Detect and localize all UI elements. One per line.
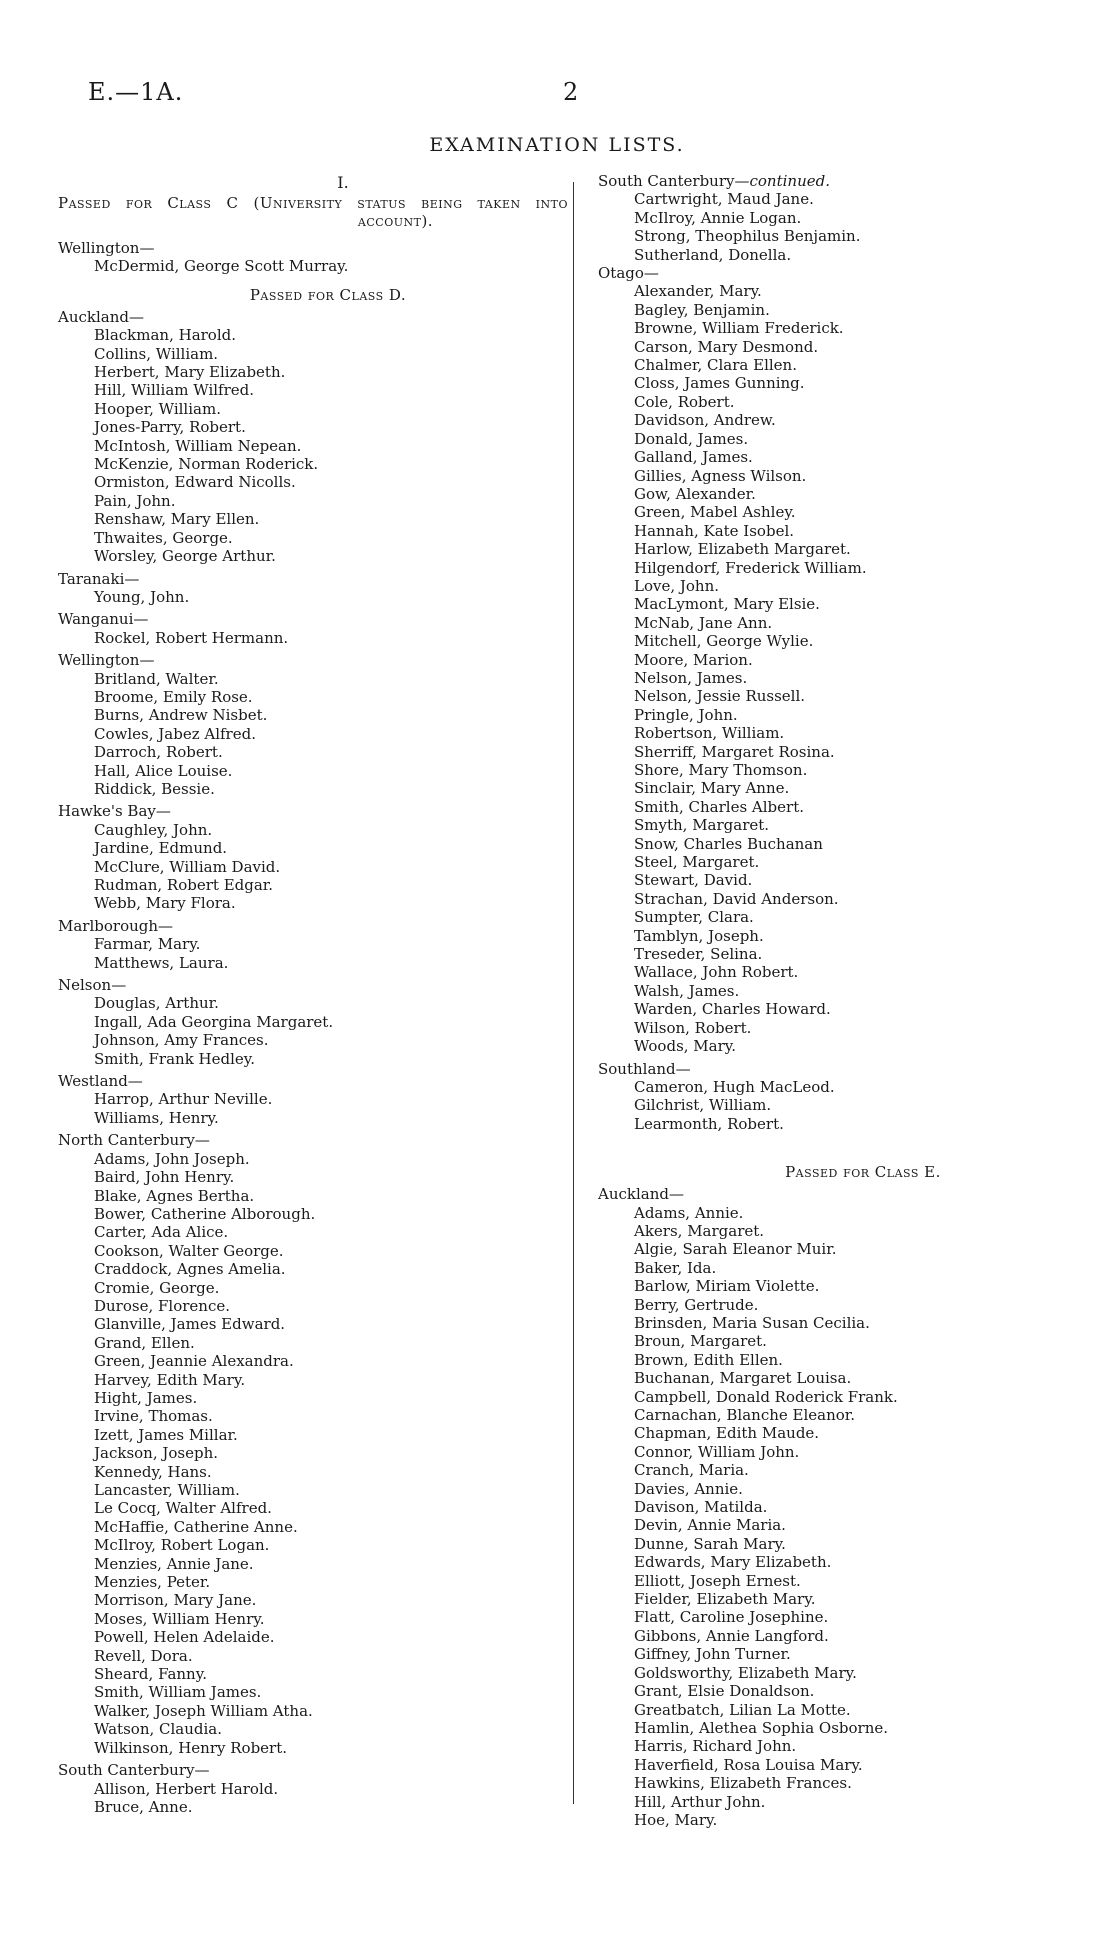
list-item: Learmonth, Robert. [634, 1114, 784, 1133]
list-item: Collins, William. [94, 344, 219, 363]
spacer [598, 1133, 1098, 1153]
list-item: Gibbons, Annie Langford. [634, 1626, 829, 1645]
region-heading: Westland— [58, 1072, 143, 1091]
list-item: Green, Mabel Ashley. [634, 503, 796, 522]
list-item: Harris, Richard John. [634, 1737, 797, 1756]
list-item: Izett, James Millar. [94, 1425, 238, 1444]
list-item: McKenzie, Norman Roderick. [94, 455, 319, 474]
list-item: Cameron, Hugh MacLeod. [634, 1077, 835, 1096]
list-item: Lancaster, William. [94, 1481, 240, 1499]
list-item: McNab, Jane Ann. [634, 613, 773, 632]
list-item: Cowles, Jabez Alfred. [94, 724, 256, 743]
list-item: Hill, William Wilfred. [94, 381, 255, 400]
list-item: Haverfield, Rosa Louisa Mary. [634, 1755, 863, 1774]
list-item: MacLymont, Mary Elsie. [634, 595, 820, 614]
list-item: Chalmer, Clara Ellen. [634, 356, 797, 375]
list-item: Darroch, Robert. [94, 743, 223, 762]
list-item: Campbell, Donald Roderick Frank. [634, 1387, 898, 1406]
list-item: Carnachan, Blanche Eleanor. [634, 1406, 856, 1424]
continued-list [598, 190, 1098, 264]
list-item: Davidson, Andrew. [634, 411, 776, 430]
class-e-list [598, 1185, 1098, 1829]
list-item: Green, Jeannie Alexandra. [94, 1352, 294, 1371]
list-item: Webb, Mary Flora. [94, 894, 236, 913]
list-item: Morrison, Mary Jane. [94, 1591, 257, 1610]
list-item: Browne, William Frederick. [634, 319, 844, 338]
list-item: Cartwright, Maud Jane. [634, 190, 814, 209]
list-item: Buchanan, Margaret Louisa. [634, 1369, 852, 1388]
list-item: Dunne, Sarah Mary. [634, 1534, 786, 1553]
list-item: Strong, Theophilus Benjamin. [634, 227, 861, 246]
list-item: Treseder, Selina. [634, 945, 763, 964]
list-item: Closs, James Gunning. [634, 374, 805, 393]
region-heading: Marlborough— [58, 916, 174, 935]
list-item: Connor, William John. [634, 1442, 800, 1461]
list-item: Steel, Margaret. [634, 853, 760, 872]
continued-region-heading [598, 172, 1098, 190]
list-item: Wallace, John Robert. [634, 963, 799, 982]
list-item: Harlow, Elizabeth Margaret. [634, 540, 851, 559]
list-item: Flatt, Caroline Josephine. [634, 1608, 829, 1627]
region-heading: South Canterbury— [58, 1761, 210, 1780]
list-item: Hall, Alice Louise. [94, 761, 233, 780]
list-item: Worsley, George Arthur. [94, 547, 276, 566]
list-item: Menzies, Peter. [94, 1573, 211, 1592]
list-item: Hill, Arthur John. [634, 1792, 766, 1811]
left-column [58, 172, 568, 1816]
page-number: 2 [563, 78, 579, 106]
list-item: Adams, John Joseph. [94, 1149, 250, 1168]
list-item: Smith, Charles Albert. [634, 797, 804, 816]
region-heading: Wellington— [58, 651, 155, 670]
list-item: Robertson, William. [634, 724, 785, 743]
list-item: Ingall, Ada Georgina Margaret. [94, 1012, 334, 1031]
list-item: Harvey, Edith Mary. [94, 1370, 246, 1389]
region-heading: Hawke's Bay— [58, 802, 171, 821]
list-item: Menzies, Annie Jane. [94, 1554, 254, 1573]
list-item: Hawkins, Elizabeth Frances. [634, 1774, 852, 1793]
list-item: Pain, John. [94, 491, 176, 510]
list-item: Revell, Dora. [94, 1646, 193, 1665]
list-item: Hooper, William. [94, 399, 221, 418]
list-item: McIlroy, Annie Logan. [634, 208, 802, 227]
list-item: Walsh, James. [634, 981, 740, 1000]
list-item: Fielder, Elizabeth Mary. [634, 1590, 816, 1609]
list-item: McIlroy, Robert Logan. [94, 1536, 270, 1555]
list-item: Hoe, Mary. [634, 1810, 718, 1829]
list-item: Rudman, Robert Edgar. [94, 876, 274, 894]
region-heading: Auckland— [598, 1185, 684, 1204]
list-item: McHaffie, Catherine Anne. [94, 1517, 298, 1536]
list-item: Chapman, Edith Maude. [634, 1424, 820, 1443]
list-item: Bagley, Benjamin. [634, 300, 770, 319]
list-item: Moore, Marion. [634, 650, 753, 669]
list-item: Gilchrist, William. [634, 1096, 772, 1115]
list-item: Irvine, Thomas. [94, 1407, 213, 1426]
list-item: Durose, Florence. [94, 1296, 230, 1315]
list-item: Blake, Agnes Bertha. [94, 1186, 255, 1205]
list-item: Sutherland, Donella. [634, 245, 792, 264]
list-item: Jardine, Edmund. [94, 839, 228, 858]
list-item: Barlow, Miriam Violette. [634, 1277, 820, 1296]
list-item: Broun, Margaret. [634, 1332, 767, 1351]
list-item: Algie, Sarah Eleanor Muir. [634, 1240, 837, 1259]
list-item: Berry, Gertrude. [634, 1295, 759, 1314]
list-item: Renshaw, Mary Ellen. [94, 510, 260, 529]
region-heading: North Canterbury— [58, 1131, 210, 1150]
list-item: Edwards, Mary Elizabeth. [634, 1553, 832, 1572]
list-item: Baker, Ida. [634, 1258, 717, 1277]
right-column [598, 172, 1098, 1829]
list-item: Le Cocq, Walter Alfred. [94, 1499, 272, 1518]
list-item: Williams, Henry. [94, 1108, 219, 1127]
list-item: Hamlin, Alethea Sophia Osborne. [634, 1718, 889, 1737]
list-item: Love, John. [634, 576, 720, 595]
list-item: Galland, James. [634, 448, 753, 467]
continued-region-name: South Canterbury— [598, 172, 750, 190]
list-item: Burns, Andrew Nisbet. [94, 706, 268, 725]
section-numeral: I. [337, 173, 349, 192]
list-item: Douglas, Arthur. [94, 994, 219, 1013]
list-item: Sumpter, Clara. [634, 908, 754, 927]
list-item: Matthews, Laura. [94, 953, 229, 972]
list-item: Tamblyn, Joseph. [634, 926, 764, 945]
list-item: Cromie, George. [94, 1278, 220, 1297]
list-item: Mitchell, George Wylie. [634, 632, 814, 651]
list-item: Davies, Annie. [634, 1479, 743, 1498]
list-item: Watson, Claudia. [94, 1720, 222, 1739]
list-item: Broome, Emily Rose. [94, 687, 253, 706]
list-item: Woods, Mary. [634, 1037, 737, 1056]
class-d-heading: Passed for Class D. [249, 285, 407, 304]
list-item: Johnson, Amy Frances. [94, 1031, 269, 1050]
list-item: Carter, Ada Alice. [94, 1223, 229, 1242]
list-item: Caughley, John. [94, 820, 213, 839]
list-item: Nelson, James. [634, 668, 748, 687]
list-item: Giffney, John Turner. [634, 1645, 791, 1664]
list-item: Greatbatch, Lilian La Motte. [634, 1700, 851, 1719]
list-item: Harrop, Arthur Neville. [94, 1090, 273, 1109]
document-reference: E.—1A. [88, 78, 184, 106]
list-item: Smyth, Margaret. [634, 816, 770, 835]
list-item: Moses, William Henry. [94, 1609, 265, 1628]
list-item: Hilgendorf, Frederick William. [634, 558, 867, 577]
column-divider [573, 182, 574, 1804]
list-item: Sinclair, Mary Anne. [634, 779, 790, 798]
page-title: EXAMINATION LISTS. [429, 134, 685, 156]
list-item: Britland, Walter. [94, 669, 219, 688]
list-item: Bower, Catherine Alborough. [94, 1204, 316, 1223]
list-item: Herbert, Mary Elizabeth. [94, 363, 286, 382]
list-item: Powell, Helen Adelaide. [94, 1628, 275, 1647]
region-heading: Auckland— [58, 307, 144, 326]
list-item: Snow, Charles Buchanan [634, 834, 823, 853]
region-heading: Otago— [598, 264, 659, 283]
list-item: Stewart, David. [634, 871, 753, 890]
list-item: Cole, Robert. [634, 392, 735, 411]
list-item: Strachan, David Anderson. [634, 889, 839, 908]
list-item: Nelson, Jessie Russell. [634, 687, 806, 706]
list-item: Elliott, Joseph Ernest. [634, 1571, 801, 1590]
list-item: Grant, Elsie Donaldson. [634, 1682, 815, 1701]
list-item: Smith, Frank Hedley. [94, 1049, 256, 1068]
list-item: Sherriff, Margaret Rosina. [634, 742, 835, 761]
list-item: Cookson, Walter George. [94, 1241, 284, 1260]
list-item: Jackson, Joseph. [94, 1444, 219, 1463]
list-item: McDermid, George Scott Murray. [94, 257, 349, 276]
list-item: Sheard, Fanny. [94, 1665, 207, 1684]
class-c-heading: Passed for Class C (University status being taken into account). [58, 194, 568, 230]
class-e-heading: Passed for Class E. [785, 1163, 941, 1182]
list-item: Adams, Annie. [634, 1203, 744, 1222]
list-item: Hight, James. [94, 1388, 198, 1407]
list-item: Warden, Charles Howard. [634, 1000, 831, 1019]
list-item: Gillies, Agness Wilson. [634, 466, 807, 485]
list-item: Ormiston, Edward Nicolls. [94, 473, 296, 492]
list-item: Akers, Margaret. [634, 1221, 765, 1240]
list-item: Wilkinson, Henry Robert. [94, 1738, 288, 1757]
list-item: Walker, Joseph William Atha. [94, 1701, 313, 1720]
list-item: Glanville, James Edward. [94, 1315, 286, 1334]
continued-label: continued. [749, 172, 830, 190]
list-item: Brown, Edith Ellen. [634, 1350, 783, 1369]
list-item: Baird, John Henry. [94, 1168, 235, 1187]
list-item: Thwaites, George. [94, 528, 233, 547]
region-heading: Wanganui— [58, 610, 149, 629]
list-item: Wilson, Robert. [634, 1018, 752, 1037]
list-item: Goldsworthy, Elizabeth Mary. [634, 1663, 857, 1682]
list-item: McClure, William David. [94, 857, 281, 876]
list-item: Devin, Annie Maria. [634, 1516, 786, 1535]
list-item: Kennedy, Hans. [94, 1462, 212, 1481]
list-item: Hannah, Kate Isobel. [634, 521, 795, 540]
region-heading: Taranaki— [58, 569, 140, 588]
list-item: Craddock, Agnes Amelia. [94, 1260, 286, 1279]
list-item: Farmar, Mary. [94, 935, 201, 954]
region-heading: Wellington— [58, 239, 155, 257]
class-c-list [58, 239, 568, 276]
list-item: Allison, Herbert Harold. [94, 1779, 279, 1798]
class-d-list [58, 308, 568, 1817]
list-item: Cranch, Maria. [634, 1461, 749, 1480]
list-item: Bruce, Anne. [94, 1797, 193, 1816]
class-d-list-continued [598, 264, 1098, 1133]
list-item: Riddick, Bessie. [94, 779, 215, 798]
list-item: Gow, Alexander. [634, 484, 756, 503]
list-item: Grand, Ellen. [94, 1333, 195, 1352]
list-item: Alexander, Mary. [634, 282, 762, 301]
list-item: Jones-Parry, Robert. [94, 418, 246, 437]
list-item: Brinsden, Maria Susan Cecilia. [634, 1313, 870, 1332]
list-item: Carson, Mary Desmond. [634, 337, 819, 356]
list-item: Donald, James. [634, 429, 749, 448]
list-item: Rockel, Robert Hermann. [94, 628, 289, 647]
list-item: Blackman, Harold. [94, 326, 237, 345]
list-item: Smith, William James. [94, 1683, 262, 1702]
list-item: Young, John. [94, 587, 190, 606]
region-heading: Southland— [598, 1059, 691, 1078]
list-item: Davison, Matilda. [634, 1498, 768, 1517]
region-heading: Nelson— [58, 976, 127, 995]
list-item: Shore, Mary Thomson. [634, 761, 808, 779]
list-item: McIntosh, William Nepean. [94, 436, 302, 455]
list-item: Pringle, John. [634, 705, 738, 724]
